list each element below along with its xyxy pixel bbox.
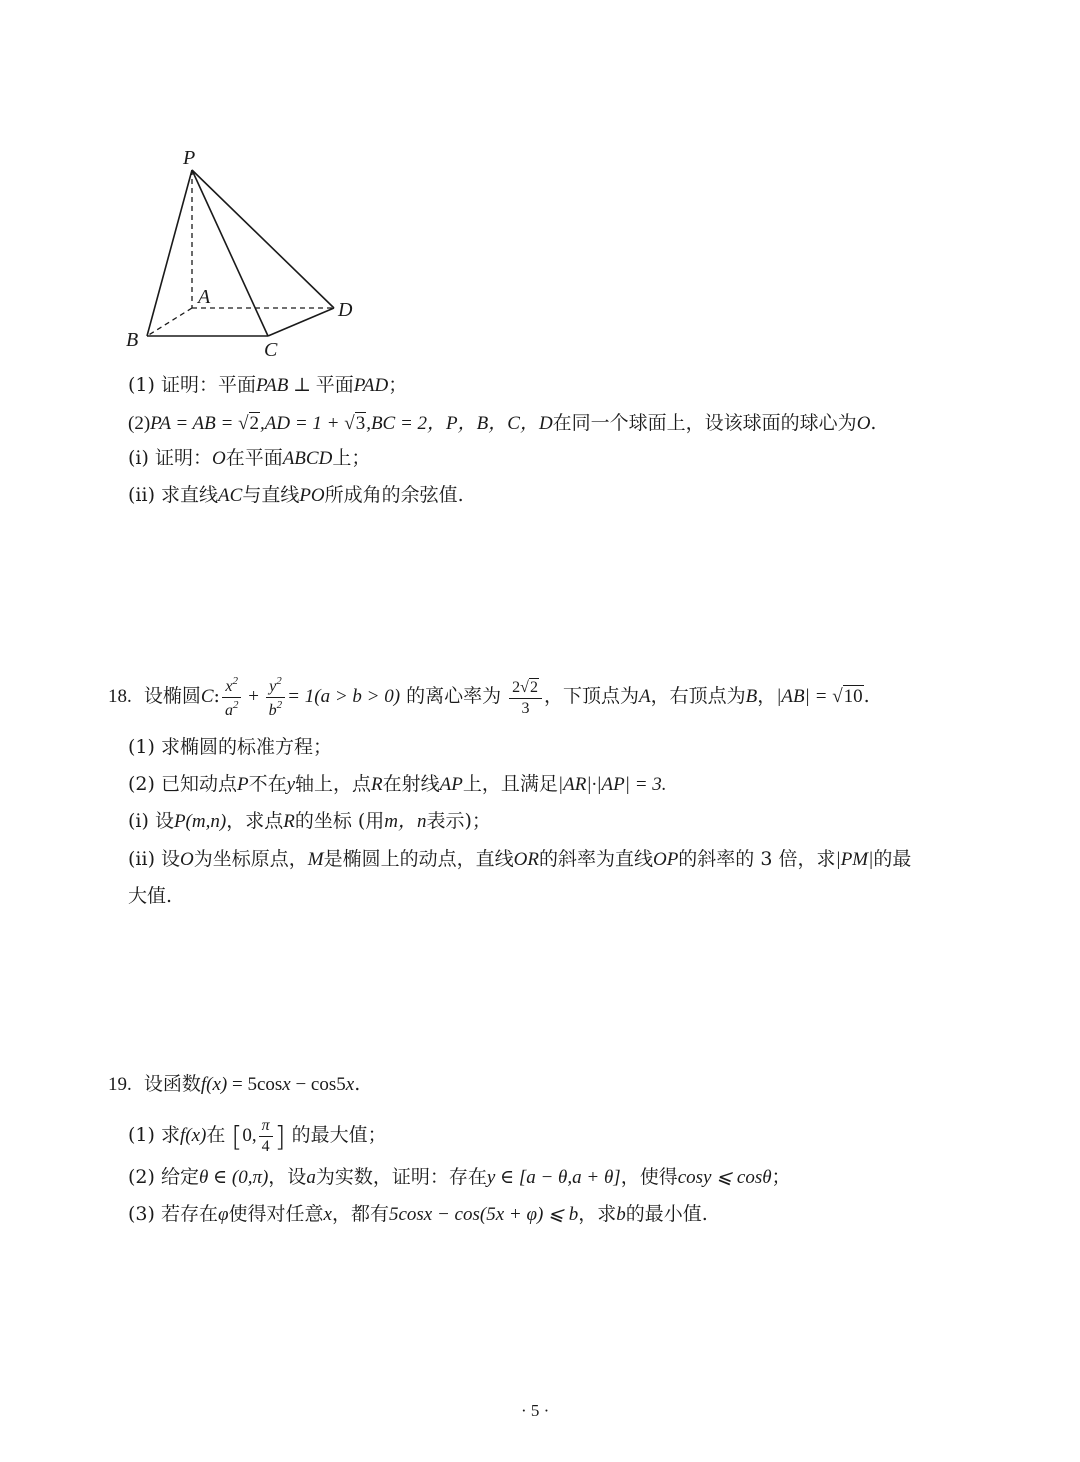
q18-part1: (1) 求椭圆的标准方程； <box>128 736 332 758</box>
label-d: D <box>338 299 353 321</box>
label-c: C <box>264 339 278 361</box>
q17-part2: (2)PA = AB = √2,AD = 1 + √3,BC = 2，P，B，C，D在同一个球面上，设该球面的球心为O. <box>128 412 877 434</box>
q18-stem: 18. 设椭圆C: $\frac{x^2}{a^2}$ + $\frac{y^2}{b^2}$ = 1(a > b > 0) 的离心率为 $\frac{2√2}{3}$ ，下顶点为A，右顶点为B，|AB| = √10. <box>108 674 870 719</box>
label-p: P <box>183 147 196 169</box>
edge-pb <box>147 170 192 336</box>
q18-part2: (2) 已知动点P不在y轴上，点R在射线AP上，且满足|AR|·|AP| = 3. <box>128 773 667 795</box>
q19-stem: 19. 设函数f(x) = 5cosx − cos5x. <box>108 1073 361 1095</box>
label-a: A <box>198 286 211 308</box>
q18-part2-ii-cont: 大值. <box>128 885 173 907</box>
q17-part2-ii: (ⅱ) 求直线AC与直线PO所成角的余弦值. <box>128 484 464 506</box>
frac-x2-a2: $\frac{x^2}{a^2}$ <box>222 676 242 719</box>
q17-part1: (1) 证明：平面PAB ⊥ 平面PAD； <box>128 374 408 396</box>
frac-pi-4: $\frac{\pi}{4}$ <box>259 1118 273 1155</box>
frac-y2-b2: $\frac{y^2}{b^2}$ <box>266 676 286 719</box>
edge-pc <box>192 170 268 336</box>
edge-cd <box>268 308 334 336</box>
label-b: B <box>126 329 139 351</box>
q18-part2-i: (i) 设P(m,n)，求点R的坐标 (用m，n表示)； <box>128 810 491 832</box>
q17-part2-i: (i) 证明：O在平面ABCD上； <box>128 447 371 469</box>
pyramid-figure <box>120 140 370 365</box>
q19-part3: (3) 若存在φ使得对任意x，都有5cosx − cos(5x + φ) ⩽ b，求b的最小值. <box>128 1203 708 1225</box>
q18-part2-ii: (ⅱ) 设O为坐标原点，M是椭圆上的动点，直线OR的斜率为直线OP的斜率的 3 倍，求|PM|的最 <box>128 848 912 870</box>
page-number: · 5 · <box>521 1401 550 1420</box>
q19-part2: (2) 给定θ ∈ (0,π)，设a为实数，证明：存在y ∈ [a − θ,a + θ]，使得cosy ⩽ cosθ； <box>128 1166 791 1188</box>
frac-eccentricity: $\frac{2√2}{3}$ <box>509 678 542 717</box>
edge-pd <box>192 170 334 308</box>
q19-part1: (1) 求f(x)在 [0, $\frac{\pi}{4}$ ] 的最大值； <box>128 1116 387 1155</box>
